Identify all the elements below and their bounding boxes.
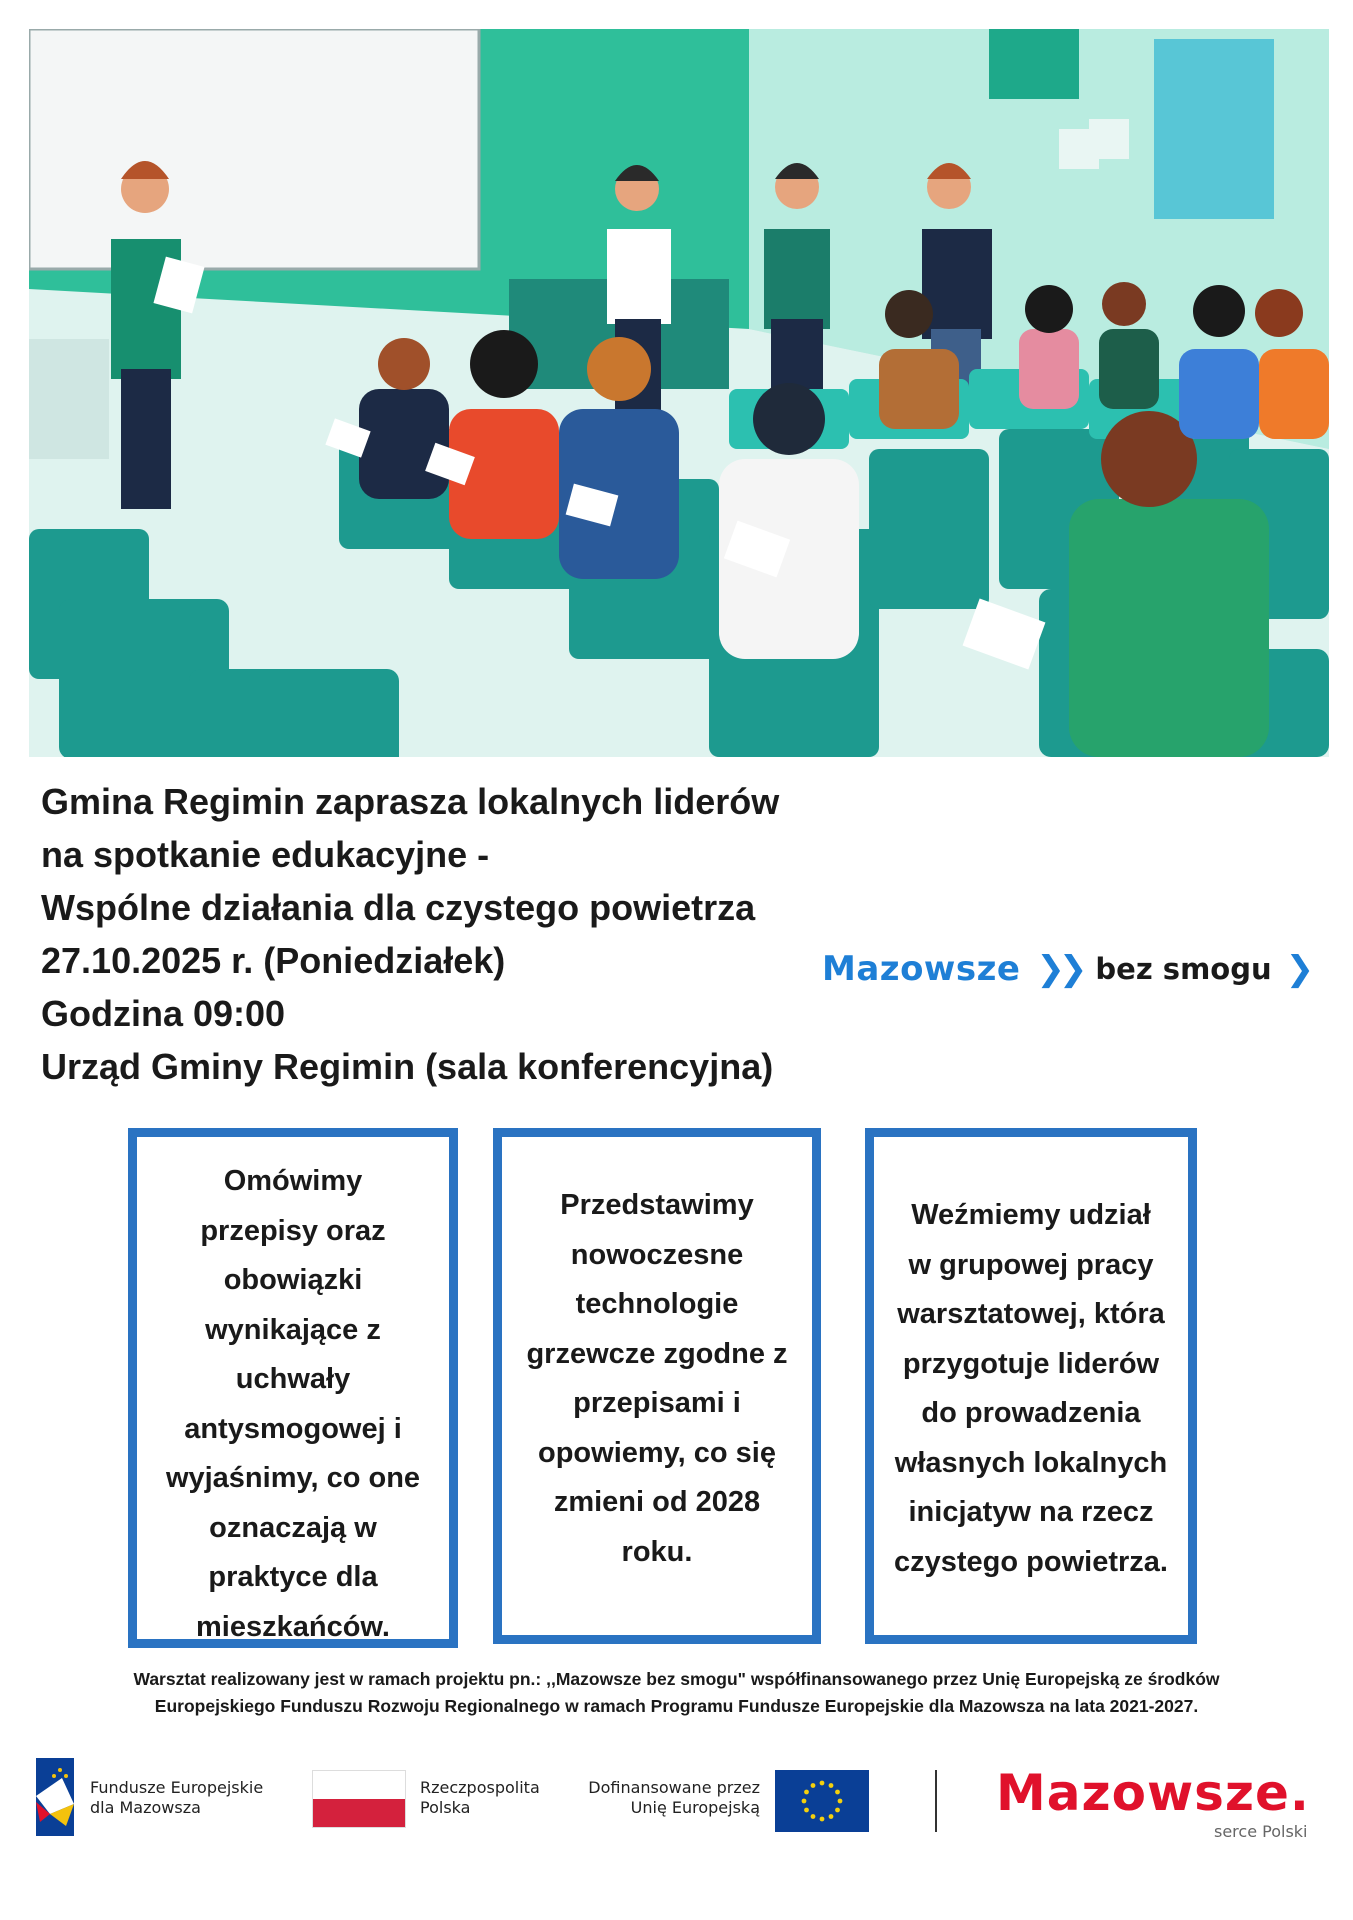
box-line: w grupowej pracy: [908, 1248, 1154, 1281]
footnote-line-2: Europejskiego Funduszu Rozwoju Regionalnego w ramach Programu Fundusze Europejskie dla Mazowsza na lata 2021-2027.: [154, 1696, 1199, 1716]
box-line: opowiemy, co się: [538, 1436, 776, 1469]
box-line: do prowadzenia: [921, 1397, 1141, 1429]
box-line: technologie: [575, 1288, 739, 1320]
mazowsze-wordmark: Mazowsze.: [996, 1764, 1310, 1822]
mazowsze-bez-smogu-logo: [822, 944, 1315, 994]
info-box-technologies: [493, 1128, 821, 1644]
box-line: Przedstawimy: [560, 1189, 754, 1221]
box-line: inicjatyw na rzecz: [908, 1496, 1154, 1528]
box-line: uchwały: [235, 1363, 351, 1395]
eu-line-1: Dofinansowane przez: [588, 1778, 760, 1797]
headline-line-1: Gmina Regimin zaprasza lokalnych liderów: [41, 781, 780, 822]
box-line: praktyce dla: [208, 1561, 378, 1593]
funding-footnote: [30, 1666, 1323, 1720]
box-line: antysmogowej i: [184, 1412, 402, 1445]
logo-divider: [935, 1770, 937, 1832]
box-line: Omówimy: [223, 1165, 363, 1197]
fundusze-europejskie-logo: [32, 1752, 282, 1842]
footnote-line-1: Warsztat realizowany jest w ramach projektu pn.: ,,Mazowsze bez smogu" współfinansowanego przez Unię Europejską ze środków: [133, 1669, 1220, 1689]
box-line: nowoczesne: [570, 1238, 744, 1271]
campaign-logo-mazowsze: Mazowsze: [822, 949, 1021, 989]
illustration-conference-room: [29, 29, 1329, 757]
box-line: przepisy oraz: [200, 1214, 386, 1247]
double-chevron-icon: ❯❯: [1036, 949, 1082, 989]
mazowsze-tagline: serce Polski: [1214, 1822, 1308, 1841]
rp-line-1: Rzeczpospolita: [420, 1778, 540, 1797]
event-headline: [41, 775, 861, 1093]
info-box-regulations: [128, 1128, 458, 1648]
eu-cofinanced-logo: [585, 1752, 875, 1842]
box-line: obowiązki: [223, 1264, 363, 1296]
box-line: wynikające z: [205, 1313, 381, 1346]
box-line: warsztatowej, która: [897, 1298, 1165, 1330]
campaign-logo-bez-smogu: bez smogu: [1095, 952, 1272, 986]
event-time: Godzina 09:00: [41, 993, 286, 1034]
box-line: własnych lokalnych: [894, 1446, 1168, 1479]
fe-flag-icon: [32, 1756, 80, 1838]
event-location: Urząd Gminy Regimin (sala konferencyjna): [41, 1046, 774, 1087]
chevron-right-icon: ❯: [1285, 949, 1315, 989]
mazowsze-serce-polski-logo: [996, 1752, 1326, 1852]
box-line: przepisami i: [573, 1387, 741, 1419]
event-date: 27.10.2025 r. (Poniedziałek): [41, 940, 506, 981]
box-line: zmieni od 2028: [553, 1486, 761, 1518]
eu-line-2: Unię Europejską: [630, 1798, 760, 1817]
rzeczpospolita-polska-logo: [312, 1752, 557, 1842]
fe-line-1: Fundusze Europejskie: [90, 1778, 264, 1797]
funding-logos-bar: [0, 1752, 1353, 1852]
box-line: wyjaśnimy, co one: [165, 1462, 421, 1494]
headline-line-2: na spotkanie edukacyjne -: [41, 834, 490, 875]
conference-illustration: [29, 29, 1329, 757]
rp-line-2: Polska: [420, 1798, 471, 1817]
eu-flag-icon: [775, 1770, 869, 1832]
headline-line-3: Wspólne działania dla czystego powietrza: [41, 887, 756, 928]
fe-line-2: dla Mazowsza: [90, 1798, 201, 1817]
box-line: grzewcze zgodne z: [526, 1337, 788, 1370]
poland-flag-icon: [312, 1770, 406, 1828]
box-line: oznaczają w: [209, 1511, 377, 1544]
box-line: roku.: [621, 1535, 693, 1568]
info-box-workshop: [865, 1128, 1197, 1644]
box-line: czystego powietrza.: [894, 1545, 1168, 1578]
box-line: Weźmiemy udział: [911, 1199, 1151, 1231]
box-line: przygotuje liderów: [902, 1347, 1160, 1380]
box-line: mieszkańców.: [196, 1610, 390, 1643]
